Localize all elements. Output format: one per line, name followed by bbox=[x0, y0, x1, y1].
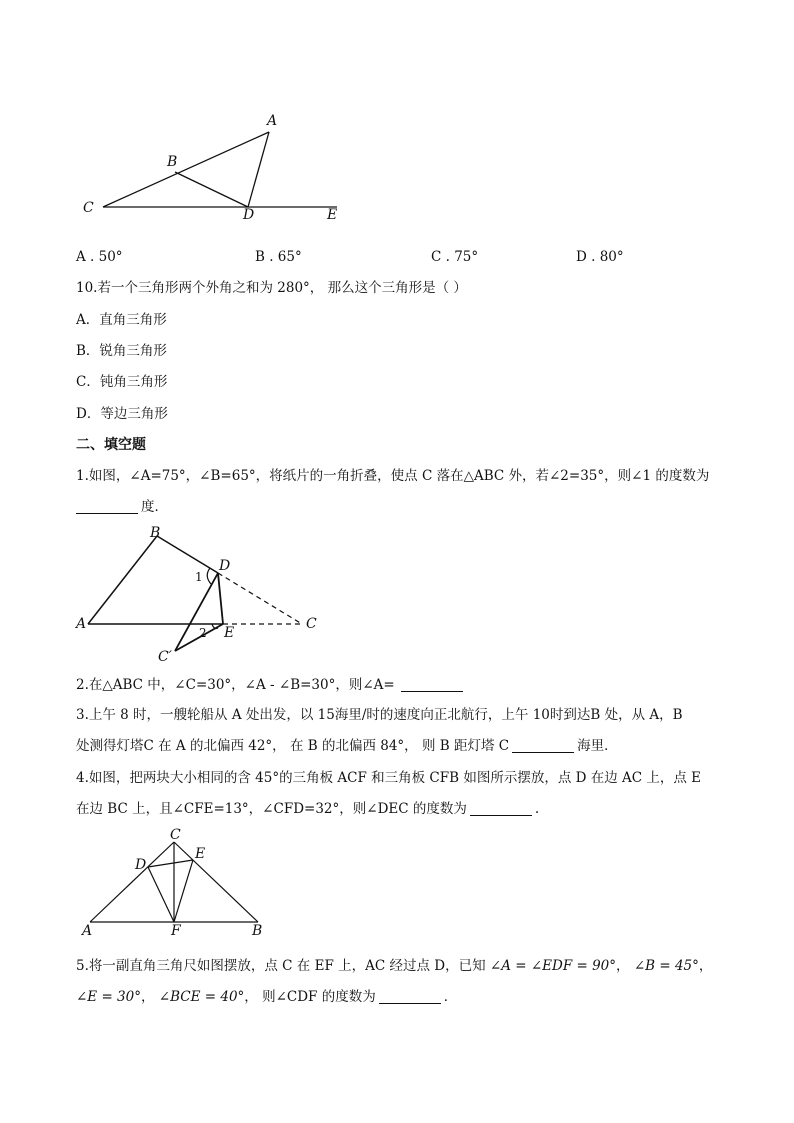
fill1-label-e: E bbox=[224, 625, 235, 641]
fill5-line1 bbox=[76, 957, 712, 975]
fill5-math-bce: ∠BCE = 40° bbox=[158, 989, 245, 1005]
fill4-line2-tail: . bbox=[534, 801, 540, 817]
section-title-fill-in: 二、填空题 bbox=[76, 437, 146, 453]
fill5-line2-sep: ， bbox=[141, 989, 155, 1005]
fill4-answer-blank[interactable] bbox=[470, 801, 532, 816]
q9-label-b: B bbox=[167, 154, 178, 170]
fill4-line-df bbox=[148, 867, 174, 922]
fill4-label-f: F bbox=[171, 923, 181, 939]
q10-stem: 10.若一个三角形两个外角之和为 280°， 那么这个三角形是（ ） bbox=[76, 280, 467, 296]
fill2-line bbox=[76, 676, 466, 694]
fill1-answer-blank[interactable] bbox=[76, 499, 138, 514]
fill1-label-2: 2 bbox=[199, 626, 207, 640]
q9-line-ca bbox=[103, 132, 269, 207]
fill1-angle1-arc bbox=[207, 568, 211, 584]
fill1-line2-tail: 度． bbox=[141, 499, 168, 515]
fill4-label-d: D bbox=[135, 857, 147, 873]
fill2-text: 2.在△ABC 中，∠C=30°，∠A - ∠B=30°，则∠A= bbox=[76, 677, 395, 693]
fill1-line-ab bbox=[88, 536, 157, 624]
fill5-line2-tail: ． bbox=[443, 989, 458, 1005]
fill5-line1-sep: ， bbox=[616, 958, 630, 974]
q9-label-c: C bbox=[83, 200, 94, 216]
q9-option-c: C . 75° bbox=[431, 249, 479, 265]
fill4-line-ac bbox=[90, 842, 174, 922]
fill1-line2 bbox=[76, 498, 168, 516]
q9-option-d: D . 80° bbox=[576, 249, 624, 265]
fill5-math-e: ∠E = 30° bbox=[76, 989, 141, 1005]
fill1-line1: 1.如图，∠A=75°，∠B=65°，将纸片的一角折叠，使点 C 落在△ABC 外，若∠2=35°，则∠1 的度数为 bbox=[76, 468, 710, 484]
fill5-line2 bbox=[76, 988, 457, 1006]
q9-line-bd bbox=[175, 172, 248, 207]
fill1-label-a: A bbox=[76, 616, 87, 632]
q10-option-b: B．锐角三角形 bbox=[76, 343, 167, 359]
fill4-line1: 4.如图，把两块大小相同的含 45°的三角板 ACF 和三角板 CFB 如图所示摆放，点 D 在边 AC 上，点 E bbox=[76, 770, 702, 786]
fill5-line1-end: ， bbox=[698, 958, 713, 974]
fill4-label-b: B bbox=[252, 923, 263, 939]
q9-option-a: A . 50° bbox=[76, 249, 123, 265]
fill1-label-d: D bbox=[219, 558, 231, 574]
fill4-label-a: A bbox=[82, 923, 93, 939]
q10-option-a: A．直角三角形 bbox=[76, 312, 167, 328]
fill4-line2-head: 在边 BC 上，且∠CFE=13°，∠CFD=32°，则∠DEC 的度数为 bbox=[76, 801, 467, 817]
q10-option-d: D．等边三角形 bbox=[76, 406, 168, 422]
fill4-line-ef bbox=[174, 860, 193, 922]
fill5-math-b: ∠B = 45° bbox=[633, 958, 699, 974]
fill3-line1: 3.上午 8 时，一艘轮船从 A 处出发，以 15海里/时的速度向正北航行，上午 10时到达B 处，从 A，B bbox=[76, 707, 683, 723]
fill5-line1-head: 5.将一副直角三角尺如图摆放，点 C 在 EF 上，AC 经过点 D，已知 bbox=[76, 958, 486, 974]
fill5-line2-head: ， 则∠CDF 的度数为 bbox=[244, 989, 376, 1005]
fill4-line2 bbox=[76, 800, 539, 818]
fill5-answer-blank[interactable] bbox=[379, 989, 441, 1004]
q9-option-b: B . 65° bbox=[255, 249, 302, 265]
q10-option-c: C．钝角三角形 bbox=[76, 374, 168, 390]
fill3-line2-head: 处测得灯塔C 在 A 的北偏西 42°， 在 B 的北偏西 84°， 则 B 距灯塔 C bbox=[76, 738, 510, 754]
fill3-line2 bbox=[76, 737, 618, 755]
q9-label-d: D bbox=[243, 207, 255, 223]
fill1-label-c-prime: C′ bbox=[158, 649, 172, 665]
q9-label-a: A bbox=[267, 113, 278, 129]
fill3-line2-tail: 海里． bbox=[577, 738, 618, 754]
fill3-answer-blank[interactable] bbox=[512, 738, 574, 753]
fill4-label-c: C bbox=[170, 827, 181, 843]
fill2-answer-blank[interactable] bbox=[401, 677, 463, 692]
q9-label-e: E bbox=[327, 207, 338, 223]
q9-line-ad bbox=[248, 132, 269, 207]
fill4-figure bbox=[85, 835, 275, 930]
fill1-line-dc-dashed bbox=[218, 573, 302, 624]
fill1-line-bd bbox=[157, 536, 218, 573]
fill5-math-a-edf: ∠A = ∠EDF = 90° bbox=[489, 958, 617, 974]
fill1-line-de bbox=[218, 573, 223, 624]
fill1-label-1: 1 bbox=[195, 570, 203, 584]
fill4-label-e: E bbox=[195, 846, 206, 862]
q9-figure bbox=[80, 110, 350, 230]
fill1-label-c: C bbox=[306, 616, 317, 632]
fill1-label-b: B bbox=[150, 525, 161, 541]
